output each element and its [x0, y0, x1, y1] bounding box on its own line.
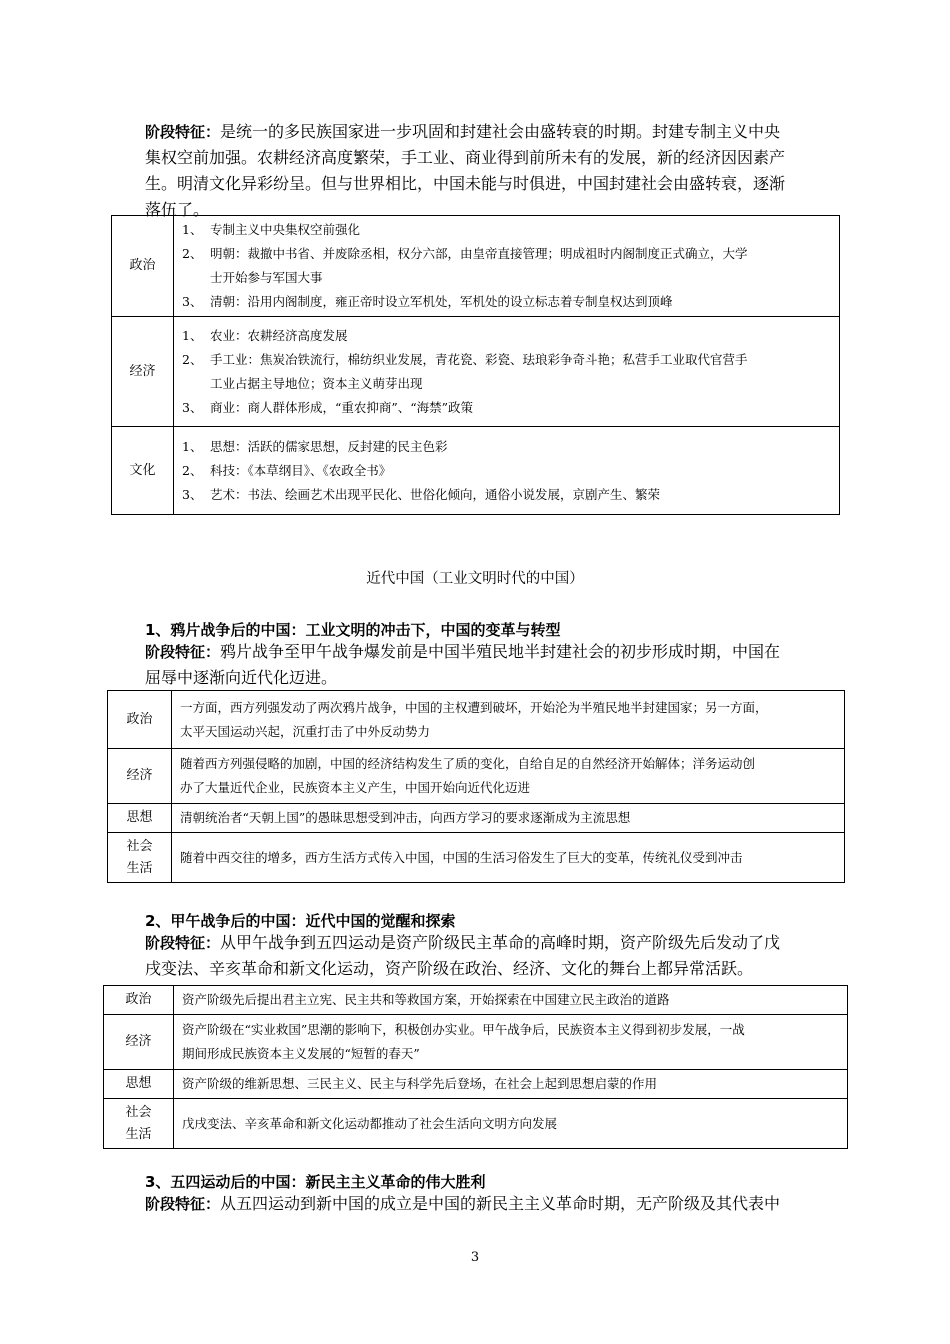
row-label: 政治 [108, 691, 172, 749]
table-row [104, 1015, 848, 1070]
table-row [108, 833, 845, 883]
section-1-paragraph: 阶段特征：鸦片战争至甲午战争爆发前是中国半殖民地半封建社会的初步形成时期，中国在 屈辱中逐渐向近代化迈进。 [145, 642, 781, 687]
row-content: 1、 专制主义中央集权空前强化 2、 明朝：裁撤中书省、并废除丞相，权分六部，由皇帝直接管理；明成祖时内阁制度正式确立，大学 士开始参与军国大事 3、 清朝：沿用内阁制度，雍正帝时设立军机处，军机处的设立标志着专制皇权达到顶峰 [174, 216, 840, 317]
section-3-paragraph: 阶段特征：从五四运动到新中国的成立是中国的新民主主义革命时期，无产阶级及其代表中 [145, 1194, 781, 1213]
row-label: 社会 生活 [104, 1099, 174, 1149]
intro-paragraph [145, 119, 845, 223]
intro-line: 是统一的多民族国家进一步巩固和封建社会由盛转衰的时期。封建专制主义中央 [220, 122, 781, 141]
table-row [112, 317, 840, 427]
row-label: 文化 [112, 427, 174, 515]
row-content: 1、 农业：农耕经济高度发展 2、 手工业：焦炭冶铁流行，棉纺织业发展，青花瓷、彩瓷、珐琅彩争奇斗艳；私营手工业取代官营手 工业占据主导地位；资本主义萌芽出现 3、 商业：商人群体形成，“重农抑商”、“海禁”政策 [174, 317, 840, 427]
row-label: 社会 生活 [108, 833, 172, 883]
row-content: 资产阶级在“实业救国”思潮的影响下，积极创办实业。甲午战争后，民族资本主义得到初步发展，一战 期间形成民族资本主义发展的“短暂的春天” [174, 1015, 848, 1070]
intro-line: 生。明清文化异彩纷呈。但与世界相比，中国未能与时俱进，中国封建社会由盛转衰，逐渐 [145, 174, 786, 193]
section-3-label: 阶段特征： [145, 1195, 221, 1213]
sino-japanese-war-table [103, 985, 848, 1149]
row-content: 戊戌变法、辛亥革命和新文化运动都推动了社会生活向文明方向发展 [174, 1099, 848, 1149]
intro-line: 落伍了。 [145, 200, 210, 219]
section-1-heading: 1、鸦片战争后的中国：工业文明的冲击下，中国的变革与转型 [145, 621, 561, 639]
table-row [108, 804, 845, 833]
table-row [108, 749, 845, 804]
opium-war-table [107, 690, 845, 883]
section-1-label: 阶段特征： [145, 643, 221, 661]
row-content: 一方面，西方列强发动了两次鸦片战争，中国的主权遭到破坏，开始沦为半殖民地半封建国家；另一方面， 太平天国运动兴起，沉重打击了中外反动势力 [172, 691, 845, 749]
section-2-label: 阶段特征： [145, 934, 221, 952]
row-content: 随着西方列强侵略的加剧，中国的经济结构发生了质的变化，自给自足的自然经济开始解体；洋务运动创 办了大量近代企业，民族资本主义产生，中国开始向近代化迈进 [172, 749, 845, 804]
section-2-paragraph: 阶段特征：从甲午战争到五四运动是资产阶级民主革命的高峰时期，资产阶级先后发动了戊 戌变法、辛亥革命和新文化运动，资产阶级在政治、经济、文化的舞台上都异常活跃。 [145, 933, 781, 978]
row-content: 资产阶级的维新思想、三民主义、民主与科学先后登场，在社会上起到思想启蒙的作用 [174, 1070, 848, 1099]
intro-line: 集权空前加强。农耕经济高度繁荣，手工业、商业得到前所未有的发展，新的经济因因素产 [145, 148, 786, 167]
row-label: 思想 [108, 804, 172, 833]
section-3-heading: 3、五四运动后的中国：新民主主义革命的伟大胜利 [145, 1173, 486, 1191]
intro-label: 阶段特征： [145, 123, 221, 141]
table-row [112, 216, 840, 317]
row-label: 政治 [104, 986, 174, 1015]
table-row [104, 1070, 848, 1099]
row-content: 清朝统治者“天朝上国”的愚昧思想受到冲击，向西方学习的要求逐渐成为主流思想 [172, 804, 845, 833]
modern-china-title: 近代中国（工业文明时代的中国） [366, 571, 584, 587]
row-label: 思想 [104, 1070, 174, 1099]
page-number: 3 [470, 1250, 480, 1265]
table-row [108, 691, 845, 749]
row-content: 资产阶级先后提出君主立宪、民主共和等救国方案，开始探索在中国建立民主政治的道路 [174, 986, 848, 1015]
table-row [112, 427, 840, 515]
row-label: 经济 [112, 317, 174, 427]
table-row [104, 986, 848, 1015]
row-content: 1、 思想：活跃的儒家思想，反封建的民主色彩 2、 科技：《本草纲目》、《农政全书》 3、 艺术：书法、绘画艺术出现平民化、世俗化倾向，通俗小说发展，京剧产生、繁荣 [174, 427, 840, 515]
row-label: 经济 [108, 749, 172, 804]
table-row [104, 1099, 848, 1149]
row-label: 政治 [112, 216, 174, 317]
row-content: 随着中西交往的增多，西方生活方式传入中国，中国的生活习俗发生了巨大的变革，传统礼仪受到冲击 [172, 833, 845, 883]
row-label: 经济 [104, 1015, 174, 1070]
section-2-heading: 2、甲午战争后的中国：近代中国的觉醒和探索 [145, 912, 456, 930]
ming-qing-table [111, 215, 840, 515]
